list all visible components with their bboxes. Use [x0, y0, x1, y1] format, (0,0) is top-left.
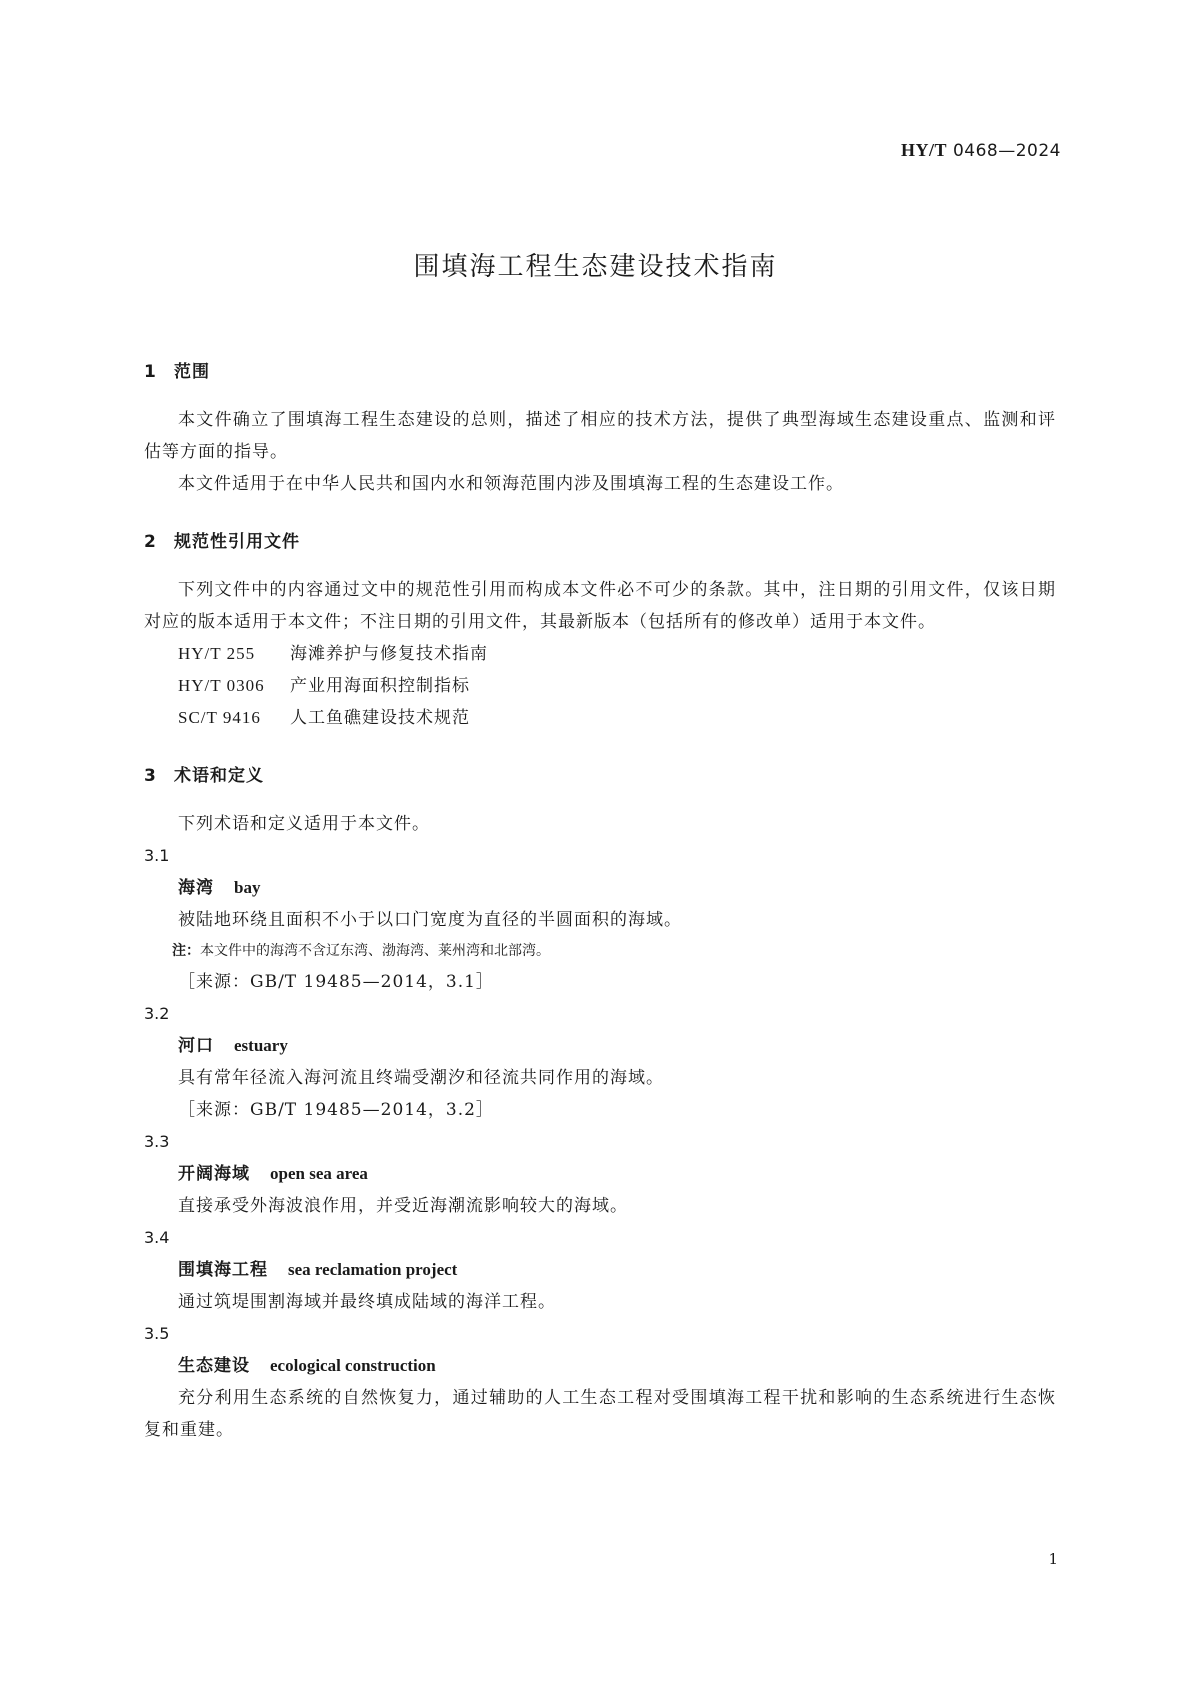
term-definition: 通过筑堤围割海域并最终填成陆域的海洋工程。	[178, 1292, 556, 1312]
term-number: 3.1	[144, 846, 170, 865]
term-en: bay	[234, 878, 261, 897]
term-name	[144, 872, 1056, 904]
paragraph: 本文件确立了围填海工程生态建设的总则，描述了相应的技术方法，提供了典型海域生态建设重点、监测和评估等方面的指导。	[144, 410, 1056, 462]
reference-name: 海滩养护与修复技术指南	[290, 644, 488, 664]
paragraph: 下列文件中的内容通过文中的规范性引用而构成本文件必不可少的条款。其中，注日期的引用文件，仅该日期对应的版本适用于本文件；不注日期的引用文件，其最新版本（包括所有的修改单）适用于本文件。	[144, 580, 1056, 632]
term-name	[144, 1254, 1056, 1286]
reference-code: SC/T 9416	[178, 708, 261, 727]
reference-name: 产业用海面积控制指标	[290, 676, 470, 696]
section-heading-terms	[144, 760, 1056, 792]
term-definition: 被陆地环绕且面积不小于以口门宽度为直径的半圆面积的海域。	[178, 910, 682, 930]
standard-prefix: HY/T	[901, 140, 948, 160]
section-number: 1	[144, 362, 157, 382]
note-label: 注：	[172, 943, 200, 959]
term-zh: 河口	[178, 1036, 214, 1056]
term-zh: 生态建设	[178, 1356, 250, 1376]
term-name	[144, 1350, 1056, 1382]
term-definition: 直接承受外海波浪作用，并受近海潮流影响较大的海域。	[178, 1196, 628, 1216]
term-source: ［来源：GB/T 19485—2014，3.2］	[178, 1100, 494, 1120]
term-en: estuary	[234, 1036, 288, 1055]
term-zh: 开阔海域	[178, 1164, 250, 1184]
page-number: 1	[1048, 1550, 1058, 1568]
term-source: ［来源：GB/T 19485—2014，3.1］	[178, 972, 494, 992]
reference-item	[144, 702, 1056, 734]
term-name	[144, 1030, 1056, 1062]
term-number: 3.5	[144, 1324, 170, 1343]
section-number: 2	[144, 532, 157, 552]
section-heading-scope	[144, 356, 1056, 388]
term-number: 3.4	[144, 1228, 170, 1247]
term-en: ecological construction	[270, 1356, 436, 1375]
section-title: 范围	[174, 362, 210, 382]
section-title: 术语和定义	[174, 766, 264, 786]
document-title: 围填海工程生态建设技术指南	[413, 252, 778, 282]
term-en: sea reclamation project	[288, 1260, 458, 1279]
standard-number: 0468—2024	[952, 141, 1061, 161]
paragraph: 下列术语和定义适用于本文件。	[178, 814, 430, 834]
section-number: 3	[144, 766, 157, 786]
reference-name: 人工鱼礁建设技术规范	[290, 708, 470, 728]
reference-code: HY/T 255	[178, 644, 256, 663]
standard-code	[901, 140, 1061, 161]
term-definition: 具有常年径流入海河流且终端受潮汐和径流共同作用的海域。	[178, 1068, 664, 1088]
reference-item	[144, 670, 1056, 702]
term-name	[144, 1158, 1056, 1190]
term-definition: 充分利用生态系统的自然恢复力，通过辅助的人工生态工程对受围填海工程干扰和影响的生态系统进行生态恢复和重建。	[144, 1388, 1056, 1440]
term-number: 3.2	[144, 1004, 170, 1023]
document-body	[144, 356, 1056, 1446]
term-en: open sea area	[270, 1164, 368, 1183]
term-number: 3.3	[144, 1132, 170, 1151]
section-heading-normative-references	[144, 526, 1056, 558]
reference-code: HY/T 0306	[178, 676, 265, 695]
paragraph: 本文件适用于在中华人民共和国内水和领海范围内涉及围填海工程的生态建设工作。	[178, 474, 844, 494]
term-zh: 围填海工程	[178, 1260, 268, 1280]
term-zh: 海湾	[178, 878, 214, 898]
section-title: 规范性引用文件	[174, 532, 300, 552]
note-text: 本文件中的海湾不含辽东湾、渤海湾、莱州湾和北部湾。	[200, 943, 550, 959]
reference-item	[144, 638, 1056, 670]
term-note	[144, 936, 1056, 966]
